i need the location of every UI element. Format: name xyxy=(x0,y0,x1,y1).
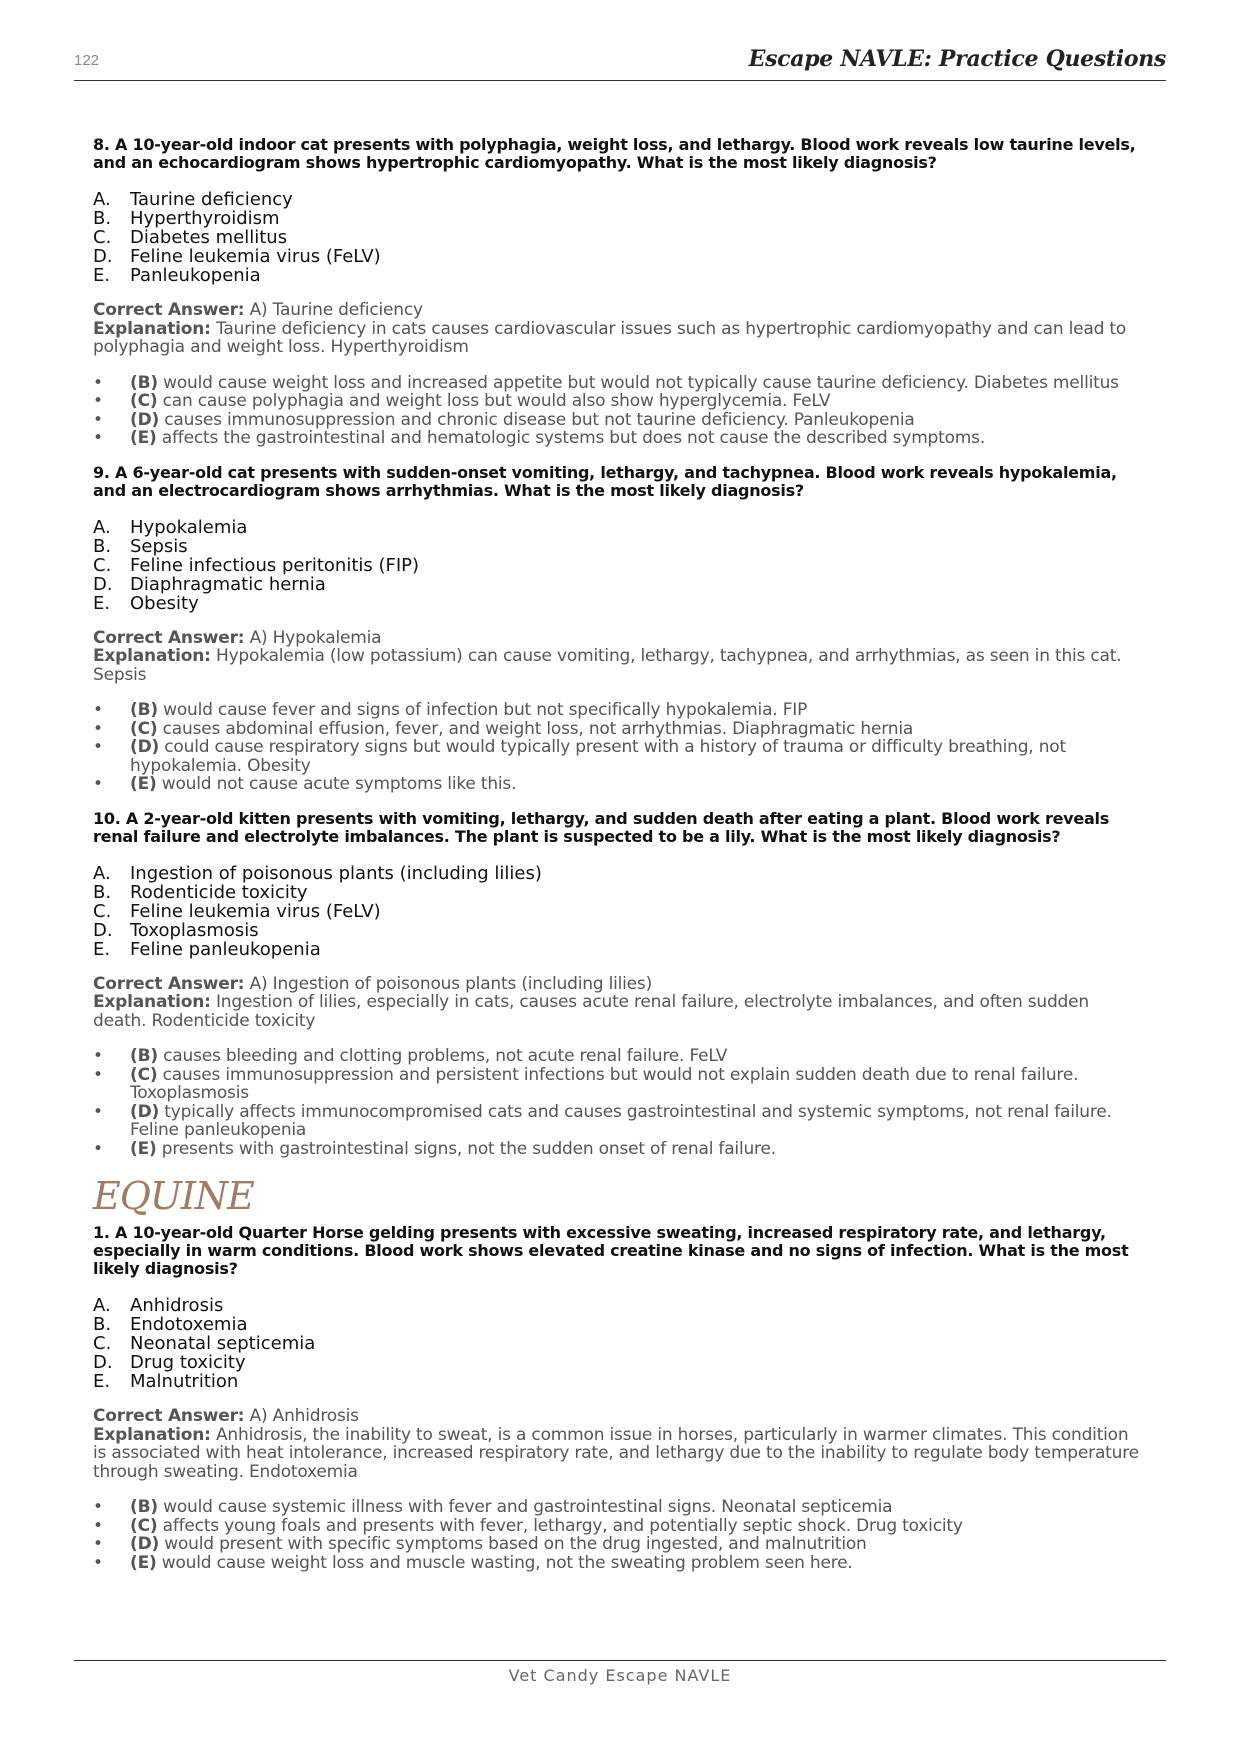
option-item xyxy=(93,1315,1145,1334)
option-text: Diabetes mellitus xyxy=(130,227,288,248)
correct-answer-label: Correct Answer: xyxy=(93,973,245,994)
question-block xyxy=(93,810,1145,1159)
rationale-tag: (D) xyxy=(130,737,160,757)
option-item xyxy=(93,940,1145,959)
correct-answer-value: A) Taurine deficiency xyxy=(249,300,423,320)
option-item xyxy=(93,1372,1145,1391)
rationale-item xyxy=(93,392,1145,411)
option-letter: D. xyxy=(93,1352,113,1373)
correct-answer-line xyxy=(93,629,1145,648)
correct-answer-line xyxy=(93,975,1145,994)
rationale-item xyxy=(93,1517,1145,1536)
option-item xyxy=(93,190,1145,209)
option-text: Ingestion of poisonous plants (including lilies) xyxy=(130,862,542,884)
rationale-text: affects young foals and presents with fever, lethargy, and potentially septic shock. Drug toxicity xyxy=(162,1515,963,1536)
rationale-tag: (B) xyxy=(130,1046,158,1066)
bullet-icon: • xyxy=(93,1046,103,1066)
footer-text: Vet Candy Escape NAVLE xyxy=(508,1666,732,1685)
option-text: Feline infectious peritonitis (FIP) xyxy=(130,554,420,576)
rationale-item xyxy=(93,1066,1145,1103)
option-text: Hypokalemia xyxy=(130,516,248,538)
option-letter: B. xyxy=(93,881,112,903)
bullet-icon: • xyxy=(93,1552,103,1573)
rationale-list xyxy=(93,1047,1145,1158)
explanation-text: Ingestion of lilies, especially in cats, causes acute renal failure, electrolyte imbalances, and often sudden death. Rodenticide toxicity xyxy=(93,992,1089,1031)
question-text: 10. A 2-year-old kitten presents with vomiting, lethargy, and sudden death after eating a plant. Blood work reveals renal failure and electrolyte imbalances. The plant is suspected to be a lily. What is the most likely diagnosis? xyxy=(93,808,1110,846)
correct-answer-line xyxy=(93,301,1145,320)
option-item xyxy=(93,1296,1145,1315)
rationale-text: would cause weight loss and muscle wasting, not the sweating problem seen here. xyxy=(161,1552,853,1573)
option-text: Endotoxemia xyxy=(130,1314,248,1335)
option-text: Diaphragmatic hernia xyxy=(130,573,326,595)
bullet-icon: • xyxy=(93,774,103,794)
option-list xyxy=(93,190,1145,285)
rationale-text: could cause respiratory signs but would typically present with a history of trauma or difficulty breathing, not hypokalemia. Obesity xyxy=(130,737,1066,776)
rationale-item xyxy=(93,720,1145,739)
answer-block xyxy=(93,975,1145,1031)
option-letter: D. xyxy=(93,246,113,267)
option-letter: A. xyxy=(93,516,111,538)
rationale-list xyxy=(93,374,1145,448)
rationale-item xyxy=(93,738,1145,775)
correct-answer-line xyxy=(93,1407,1145,1426)
option-text: Rodenticide toxicity xyxy=(130,881,308,903)
explanation-label: Explanation: xyxy=(93,1424,211,1445)
rationale-text: would cause fever and signs of infection but not specifically hypokalemia. FIP xyxy=(163,700,808,720)
option-item xyxy=(93,575,1145,594)
rationale-text: causes immunosuppression and persistent infections but would not explain sudden death due to renal failure. Toxoplasmosis xyxy=(130,1064,1079,1103)
explanation-text: Anhidrosis, the inability to sweat, is a common issue in horses, particularly in warmer climates. This condition is associated with heat intolerance, increased respiratory rate, and lethargy due to the inability to regulate body temperature through sweating. Endotoxemia xyxy=(93,1424,1139,1482)
rationale-text: would cause systemic illness with fever and gastrointestinal signs. Neonatal septicemia xyxy=(163,1497,893,1517)
option-letter: B. xyxy=(93,535,112,557)
option-text: Malnutrition xyxy=(130,1371,239,1392)
rationale-tag: (B) xyxy=(130,700,158,720)
bullet-icon: • xyxy=(93,372,103,393)
option-letter: C. xyxy=(93,227,112,248)
option-text: Feline leukemia virus (FeLV) xyxy=(130,246,381,267)
rationale-tag: (C) xyxy=(130,391,158,411)
bullet-icon: • xyxy=(93,1138,103,1159)
explanation-text: Taurine deficiency in cats causes cardiovascular issues such as hypertrophic cardiomyopathy and can lead to polyphagia and weight loss. Hyperthyroidism xyxy=(93,318,1127,357)
option-letter: E. xyxy=(93,265,111,286)
question-text: 1. A 10-year-old Quarter Horse gelding presents with excessive sweating, increased respiratory rate, and lethargy, especially in warm conditions. Blood work shows elevated creatine kinase and no signs of infection. What is the most likely diagnosis? xyxy=(93,1223,1129,1278)
rationale-tag: (C) xyxy=(130,718,158,739)
answer-block xyxy=(93,1407,1145,1481)
option-letter: C. xyxy=(93,554,112,576)
rationale-text: presents with gastrointestinal signs, not the sudden onset of renal failure. xyxy=(161,1138,776,1159)
option-letter: A. xyxy=(93,1295,111,1316)
option-text: Hyperthyroidism xyxy=(130,208,280,229)
option-letter: C. xyxy=(93,900,112,922)
rationale-tag: (E) xyxy=(130,1552,157,1573)
rationale-text: would present with specific symptoms based on the drug ingested, and malnutrition xyxy=(164,1534,867,1554)
bullet-icon: • xyxy=(93,1515,103,1536)
bullet-icon: • xyxy=(93,700,103,720)
rationale-tag: (C) xyxy=(130,1515,158,1536)
option-item xyxy=(93,266,1145,285)
bullet-icon: • xyxy=(93,1497,103,1517)
rationale-item xyxy=(93,1535,1145,1554)
footer-rule xyxy=(74,1660,1166,1661)
option-text: Feline leukemia virus (FeLV) xyxy=(130,900,381,922)
rationale-tag: (E) xyxy=(130,428,157,448)
option-item xyxy=(93,921,1145,940)
option-letter: D. xyxy=(93,573,113,595)
option-item xyxy=(93,518,1145,537)
rationale-item xyxy=(93,1498,1145,1517)
rationale-item xyxy=(93,429,1145,448)
question-block xyxy=(93,136,1145,448)
rationale-text: causes abdominal effusion, fever, and weight loss, not arrhythmias. Diaphragmatic hernia xyxy=(162,718,914,739)
bullet-icon: • xyxy=(93,718,103,739)
option-letter: A. xyxy=(93,189,111,210)
explanation-line xyxy=(93,647,1145,684)
rationale-item xyxy=(93,701,1145,720)
rationale-text: causes bleeding and clotting problems, not acute renal failure. FeLV xyxy=(163,1046,728,1066)
option-item xyxy=(93,883,1145,902)
rationale-item xyxy=(93,1140,1145,1159)
option-item xyxy=(93,209,1145,228)
option-item xyxy=(93,556,1145,575)
option-list xyxy=(93,518,1145,613)
bullet-icon: • xyxy=(93,391,103,411)
rationale-text: causes immunosuppression and chronic disease but not taurine deficiency. Panleukopenia xyxy=(164,409,915,430)
option-letter: B. xyxy=(93,1314,112,1335)
option-letter: C. xyxy=(93,1333,112,1354)
option-letter: E. xyxy=(93,938,111,960)
option-letter: E. xyxy=(93,1371,111,1392)
explanation-label: Explanation: xyxy=(93,318,211,339)
explanation-label: Explanation: xyxy=(93,646,211,666)
option-letter: B. xyxy=(93,208,112,229)
option-text: Drug toxicity xyxy=(130,1352,246,1373)
option-item xyxy=(93,247,1145,266)
rationale-text: would not cause acute symptoms like this. xyxy=(161,774,517,794)
option-item xyxy=(93,864,1145,883)
rationale-list xyxy=(93,701,1145,794)
rationale-tag: (D) xyxy=(130,409,160,430)
bullet-icon: • xyxy=(93,1101,103,1122)
rationale-tag: (E) xyxy=(130,774,157,794)
rationale-item xyxy=(93,374,1145,393)
rationale-tag: (B) xyxy=(130,372,158,393)
rationale-tag: (B) xyxy=(130,1497,158,1517)
option-letter: D. xyxy=(93,919,113,941)
answer-block xyxy=(93,301,1145,357)
running-title: Escape NAVLE: Practice Questions xyxy=(748,46,1166,72)
option-text: Anhidrosis xyxy=(130,1295,224,1316)
correct-answer-value: A) Ingestion of poisonous plants (including lilies) xyxy=(249,973,653,994)
page-number: 122 xyxy=(74,52,100,69)
question-text: 9. A 6-year-old cat presents with sudden-onset vomiting, lethargy, and tachypnea. Blood work reveals hypokalemia, and an electrocardiogram shows arrhythmias. What is the most likely diagnosis? xyxy=(93,462,1117,500)
rationale-text: can cause polyphagia and weight loss but would also show hyperglycemia. FeLV xyxy=(162,391,831,411)
option-text: Feline panleukopenia xyxy=(130,938,321,960)
option-item xyxy=(93,902,1145,921)
rationale-text: would cause weight loss and increased appetite but would not typically cause taurine deficiency. Diabetes mellitus xyxy=(163,372,1119,393)
rationale-text: typically affects immunocompromised cats and causes gastrointestinal and systemic symptoms, not renal failure. Feline panleukopenia xyxy=(130,1101,1112,1140)
rationale-tag: (D) xyxy=(130,1101,160,1122)
explanation-text: Hypokalemia (low potassium) can cause vomiting, lethargy, tachypnea, and arrhythmias, as seen in this cat. Sepsis xyxy=(93,646,1122,685)
rationale-tag: (E) xyxy=(130,1138,157,1159)
option-text: Neonatal septicemia xyxy=(130,1333,316,1354)
rationale-item xyxy=(93,1554,1145,1573)
option-letter: A. xyxy=(93,862,111,884)
bullet-icon: • xyxy=(93,409,103,430)
rationale-tag: (D) xyxy=(130,1534,160,1554)
rationale-tag: (C) xyxy=(130,1064,158,1085)
option-list xyxy=(93,1296,1145,1391)
correct-answer-value: A) Anhidrosis xyxy=(249,1406,359,1426)
correct-answer-label: Correct Answer: xyxy=(93,300,245,320)
rationale-list xyxy=(93,1498,1145,1572)
question-text: 8. A 10-year-old indoor cat presents with polyphagia, weight loss, and lethargy. Blood work reveals low taurine levels, and an echocardiogram shows hypertrophic cardiomyopathy. What is the most likely diagnosis? xyxy=(93,135,1136,172)
option-item xyxy=(93,1334,1145,1353)
bullet-icon: • xyxy=(93,1534,103,1554)
bullet-icon: • xyxy=(93,1064,103,1085)
bullet-icon: • xyxy=(93,428,103,448)
explanation-label: Explanation: xyxy=(93,992,211,1012)
page-header xyxy=(74,46,1166,81)
section-title: EQUINE xyxy=(93,1174,254,1218)
option-item xyxy=(93,1353,1145,1372)
explanation-line xyxy=(93,993,1145,1030)
option-list xyxy=(93,864,1145,959)
rationale-text: affects the gastrointestinal and hematologic systems but does not cause the described symptoms. xyxy=(161,428,986,448)
correct-answer-label: Correct Answer: xyxy=(93,1406,245,1426)
question-block xyxy=(93,464,1145,794)
option-letter: E. xyxy=(93,592,111,614)
option-text: Toxoplasmosis xyxy=(130,919,259,941)
answer-block xyxy=(93,629,1145,685)
explanation-line xyxy=(93,1426,1145,1482)
option-item xyxy=(93,594,1145,613)
option-item xyxy=(93,228,1145,247)
rationale-item xyxy=(93,1103,1145,1140)
explanation-line xyxy=(93,320,1145,357)
page-content xyxy=(93,136,1145,1588)
correct-answer-value: A) Hypokalemia xyxy=(249,627,382,648)
question-block xyxy=(93,1224,1145,1572)
option-text: Sepsis xyxy=(130,535,188,557)
option-text: Obesity xyxy=(130,592,199,614)
rationale-item xyxy=(93,775,1145,794)
rationale-item xyxy=(93,411,1145,430)
option-text: Panleukopenia xyxy=(130,265,261,286)
rationale-item xyxy=(93,1047,1145,1066)
bullet-icon: • xyxy=(93,737,103,757)
option-item xyxy=(93,537,1145,556)
correct-answer-label: Correct Answer: xyxy=(93,627,245,648)
option-text: Taurine deficiency xyxy=(130,189,293,210)
